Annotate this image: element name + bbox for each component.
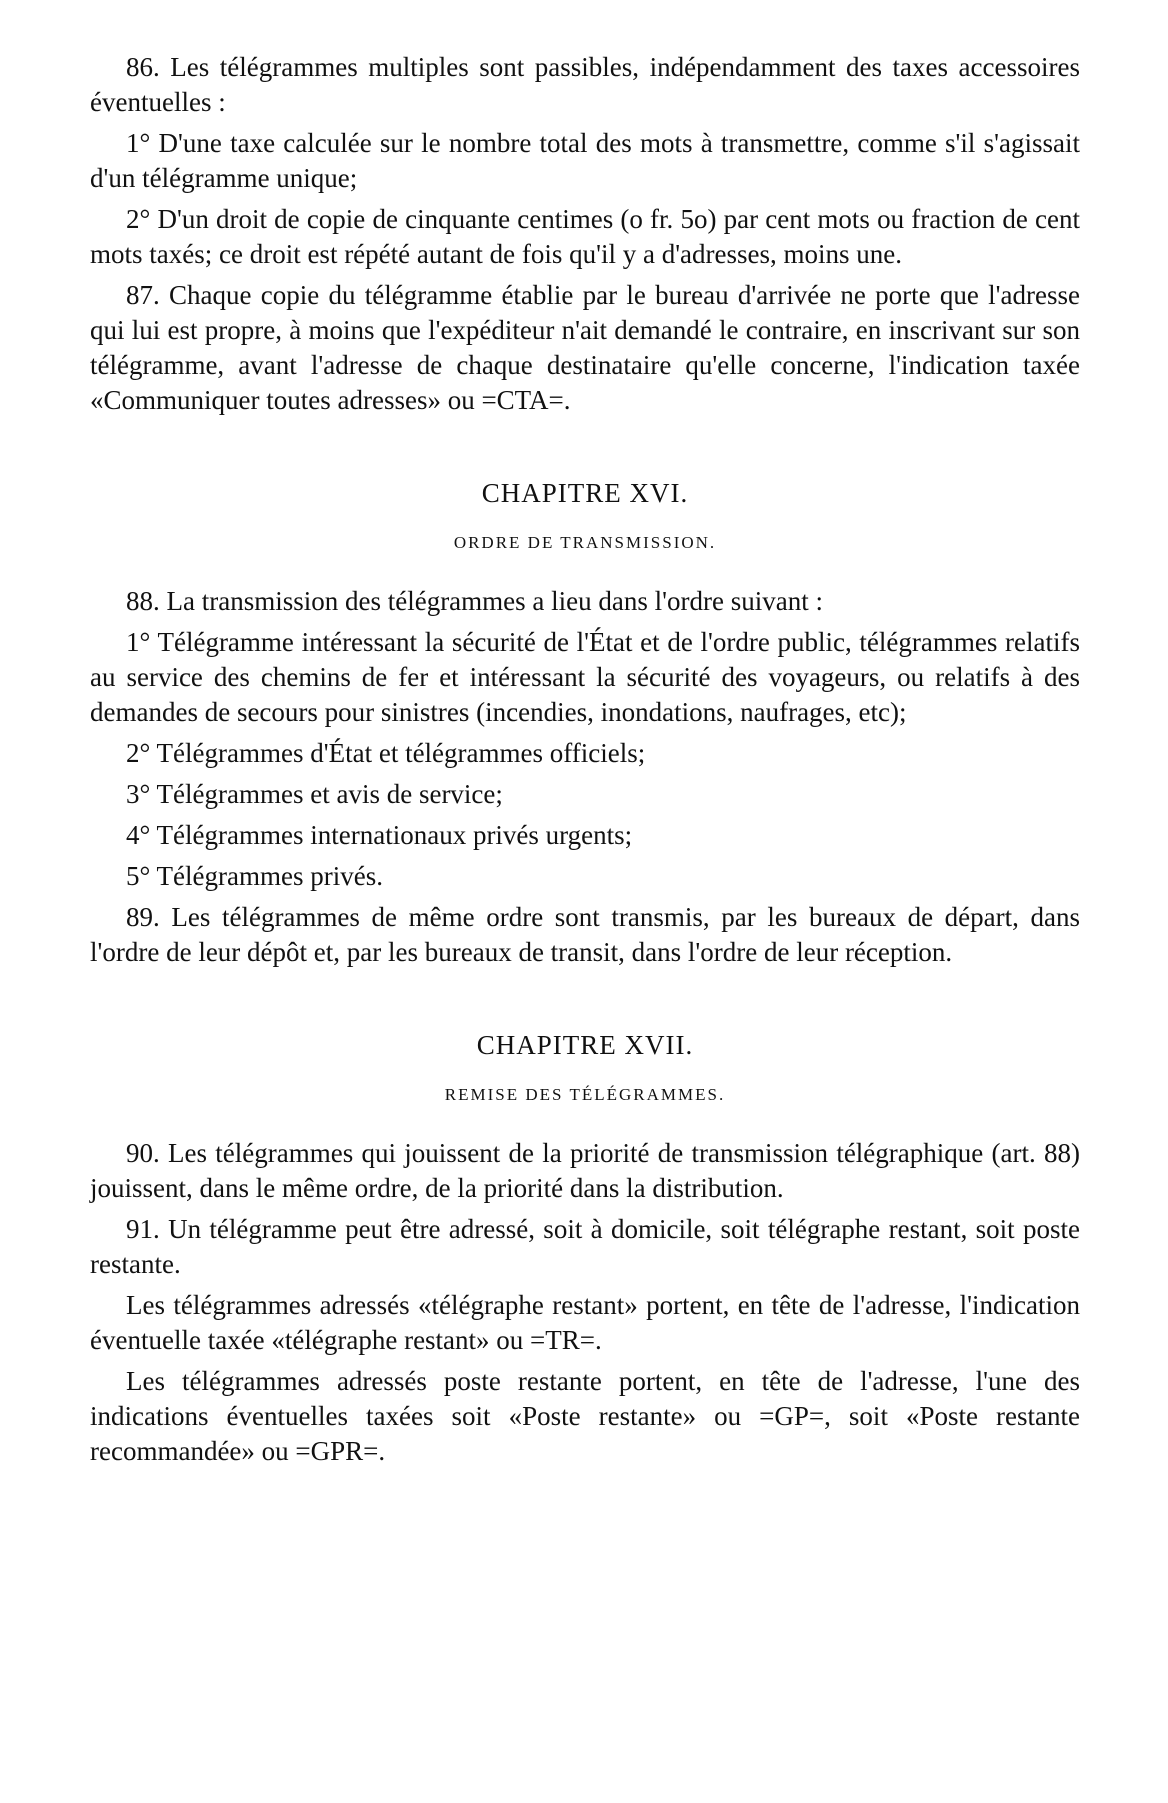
chapter-16-subtitle: ORDRE DE TRANSMISSION. — [453, 533, 717, 552]
paragraph-88-item-5: 5° Télégrammes privés. — [126, 861, 383, 891]
chapter-17-title: CHAPITRE XVII. — [476, 1030, 694, 1060]
paragraph-88-item-3: 3° Télégrammes et avis de service; — [126, 779, 503, 809]
paragraph-90: 90. Les télégrammes qui jouissent de la priorité de transmission télégraphique (art. 88) jouissent, dans le même ordre, de la priorité dans la distribution. — [90, 1138, 1080, 1203]
chapter-17-subtitle: REMISE DES TÉLÉGRAMMES. — [444, 1085, 726, 1104]
paragraph-91-poste-restante: Les télégrammes adressés poste restante portent, en tête de l'adresse, l'une des indications éventuelles taxées soit «Poste restante» ou =GP=, soit «Poste restante recommandée» ou =GPR=. — [90, 1366, 1080, 1466]
paragraph-88-item-2: 2° Télégrammes d'État et télégrammes officiels; — [126, 738, 646, 768]
chapter-16-title: CHAPITRE XVI. — [481, 478, 689, 508]
paragraph-88-item-1: 1° Télégramme intéressant la sécurité de l'État et de l'ordre public, télégrammes relatifs au service des chemins de fer et intéressant la sécurité des voyageurs, ou relatifs à des demandes de secours pour sinistres (incendies, inondations, naufrages, etc); — [90, 627, 1080, 727]
paragraph-89: 89. Les télégrammes de même ordre sont transmis, par les bureaux de départ, dans l'ordre de leur dépôt et, par les bureaux de transit, dans l'ordre de leur réception. — [90, 902, 1080, 967]
text-column — [90, 50, 1080, 1475]
paragraph-91-intro: 91. Un télégramme peut être adressé, soit à domicile, soit télégraphe restant, soit poste restante. — [90, 1214, 1080, 1279]
paragraph-88-item-4: 4° Télégrammes internationaux privés urgents; — [126, 820, 633, 850]
paragraph-91-telegraphe-restant: Les télégrammes adressés «télégraphe restant» portent, en tête de l'adresse, l'indication éventuelle taxée «télégraphe restant» ou =TR=. — [90, 1290, 1080, 1355]
paragraph-86-intro: 86. Les télégrammes multiples sont passibles, indépendamment des taxes accessoires éventuelles : — [90, 52, 1080, 117]
paragraph-86-item-2: 2° D'un droit de copie de cinquante centimes (o fr. 5o) par cent mots ou fraction de cent mots taxés; ce droit est répété autant de fois qu'il y a d'adresses, moins une. — [90, 204, 1080, 269]
paragraph-87: 87. Chaque copie du télégramme établie par le bureau d'arrivée ne porte que l'adresse qui lui est propre, à moins que l'expéditeur n'ait demandé le contraire, en inscrivant sur son télégramme, avant l'adresse de chaque destinataire qu'elle concerne, l'indication taxée «Communiquer toutes adresses» ou =CTA=. — [90, 280, 1080, 415]
paragraph-86-item-1: 1° D'une taxe calculée sur le nombre total des mots à transmettre, comme s'il s'agissait d'un télégramme unique; — [90, 128, 1080, 193]
paragraph-88-intro: 88. La transmission des télégrammes a lieu dans l'ordre suivant : — [126, 586, 823, 616]
